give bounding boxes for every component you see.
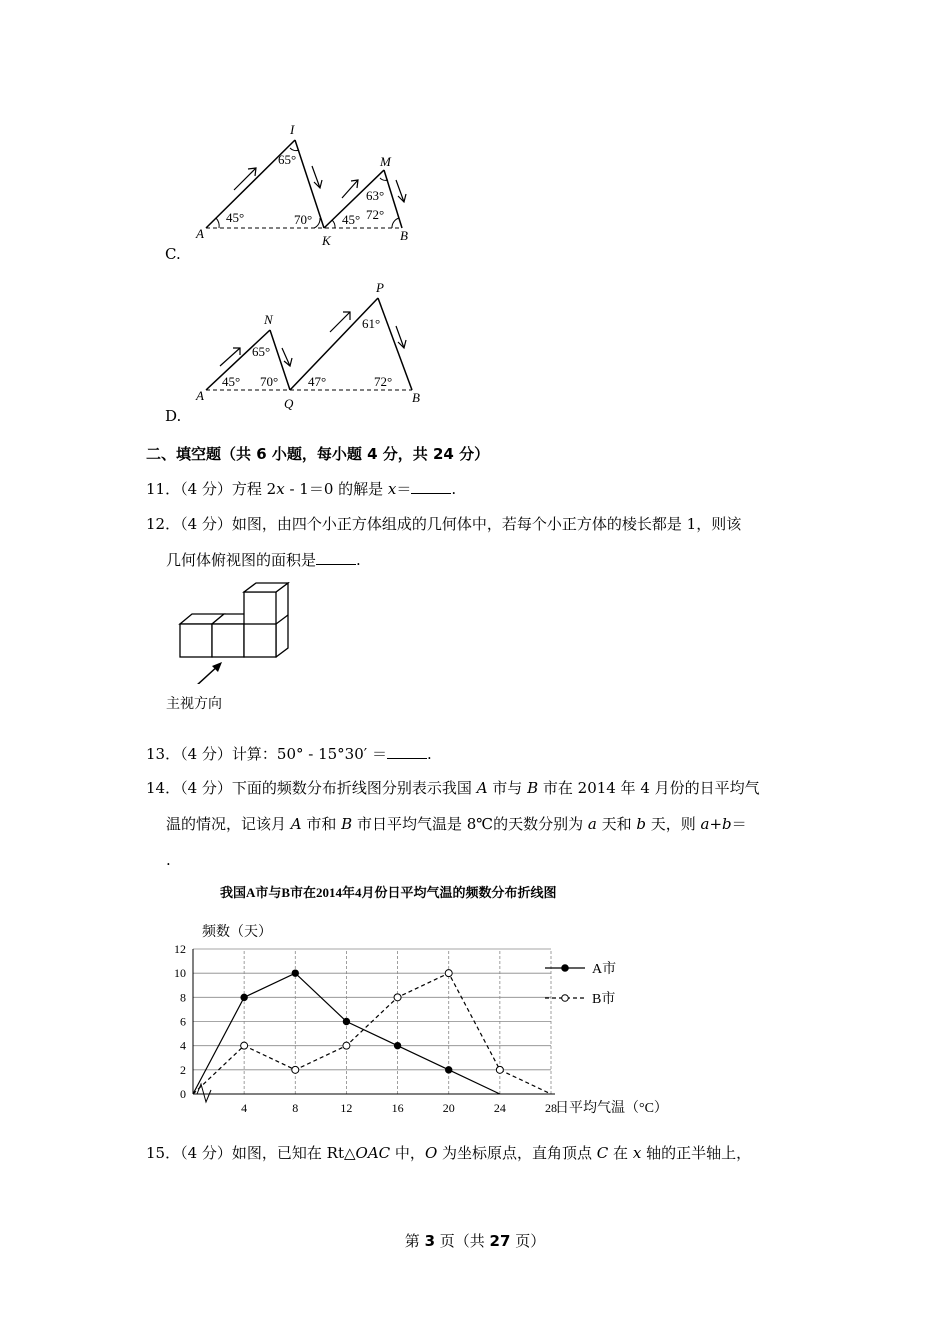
angle-label: 65° — [278, 152, 297, 167]
angle-label: 45° — [222, 374, 241, 389]
page-footer: 第 3 页（共 27 页） — [404, 1232, 546, 1250]
data-point — [241, 994, 247, 1000]
question-14-line-3: . — [166, 851, 171, 869]
y-tick-label: 8 — [180, 990, 186, 1005]
legend-label: B市 — [592, 992, 616, 1007]
vertex-label-b: B — [412, 390, 420, 405]
angle-label: 72° — [366, 207, 385, 222]
question-14-line-1: 14．（4 分）下面的频数分布折线图分别表示我国 A 市与 B 市在 2014 年 4 月份的日平均气 — [146, 779, 760, 797]
arrow-up-2 — [330, 312, 350, 332]
data-point — [496, 1066, 503, 1073]
data-point — [241, 1042, 248, 1049]
data-point — [394, 1042, 400, 1048]
question-12-line-1: 12．（4 分）如图，由四个小正方体组成的几何体中，若每个小正方体的棱长都是 1，则该 — [146, 515, 742, 533]
x-tick-label: 20 — [442, 1101, 455, 1115]
answer-blank — [387, 744, 427, 759]
vertex-label-n: N — [264, 312, 273, 327]
question-score: （4 分） — [180, 1144, 232, 1162]
cube-figure — [166, 582, 306, 684]
data-point — [394, 994, 401, 1001]
vertex-label-i: I — [290, 122, 295, 137]
angle-label: 45° — [226, 210, 245, 225]
legend-marker — [562, 965, 569, 972]
angle-label: 70° — [294, 212, 313, 227]
data-point — [343, 1018, 349, 1024]
figure-c — [190, 118, 430, 250]
question-15: 15．（4 分）如图，已知在 Rt△OAC 中，O 为坐标原点，直角顶点 C 在 x 轴的正半轴上， — [146, 1144, 752, 1162]
option-d-label: D. — [165, 407, 182, 425]
option-c-label: C. — [165, 245, 181, 263]
x-tick-label: 8 — [292, 1101, 299, 1115]
question-number: 13． — [146, 745, 181, 763]
question-number: 11． — [146, 480, 181, 498]
figure-d — [190, 280, 430, 410]
question-13: 13．（4 分）计算：50° - 15°30′ ＝ . — [146, 745, 432, 763]
answer-blank — [316, 550, 356, 565]
y-tick-label: 12 — [174, 942, 186, 956]
current-page: 3 — [424, 1232, 435, 1250]
angle-label: 63° — [366, 188, 385, 203]
y-tick-label: 0 — [180, 1087, 186, 1101]
question-number: 12． — [146, 515, 181, 533]
arrow-up-2 — [342, 180, 358, 198]
vertex-label-m: M — [380, 154, 391, 169]
y-axis-label: 频数（天） — [202, 925, 272, 940]
chart-title: 我国A市与B市在2014年4月份日平均气温的频数分布折线图 — [220, 885, 557, 900]
vertex-label-p: P — [376, 280, 384, 295]
data-point — [292, 1066, 299, 1073]
data-point — [446, 1067, 452, 1073]
vertex-label-b: B — [400, 228, 408, 243]
arrow-up-1 — [234, 168, 256, 190]
arrow-up-1 — [220, 348, 240, 366]
legend-marker — [562, 995, 569, 1002]
angle-label: 61° — [362, 316, 381, 331]
segment-qp — [290, 298, 381, 390]
frequency-line-chart — [160, 876, 680, 1121]
total-pages: 27 — [489, 1232, 511, 1250]
angle-label: 72° — [374, 374, 393, 389]
axis-break — [197, 1084, 211, 1102]
angle-arc-a — [216, 218, 219, 228]
question-11: 11．（4 分）方程 2x - 1＝0 的解是 x＝ . — [146, 480, 457, 498]
y-tick-label: 2 — [180, 1062, 186, 1077]
angle-label: 70° — [260, 374, 279, 389]
vertex-label-a: A — [196, 388, 204, 403]
vertex-label-q: Q — [284, 396, 294, 410]
answer-blank — [411, 479, 451, 494]
question-score: （4 分） — [180, 745, 232, 763]
data-point — [445, 970, 452, 977]
angle-label: 47° — [308, 374, 327, 389]
question-12-line-2: 几何体俯视图的面积是 . — [166, 551, 361, 569]
segment-mb — [384, 170, 402, 228]
x-tick-label: 24 — [493, 1101, 506, 1115]
question-score: （4 分） — [180, 480, 232, 498]
x-tick-label: 16 — [391, 1101, 404, 1115]
y-tick-label: 10 — [174, 966, 186, 981]
question-number: 14． — [146, 779, 181, 797]
data-point — [343, 1042, 350, 1049]
data-point — [292, 970, 298, 976]
vertex-label-k: K — [322, 233, 331, 248]
question-score: （4 分） — [180, 515, 232, 533]
angle-label: 45° — [342, 212, 361, 227]
question-score: （4 分） — [180, 779, 232, 797]
x-tick-label: 12 — [340, 1101, 353, 1115]
legend-label: A市 — [592, 962, 617, 977]
section-title: 二、填空题（共 6 小题，每小题 4 分，共 24 分） — [146, 445, 490, 463]
y-tick-label: 6 — [180, 1014, 186, 1029]
question-number: 15． — [146, 1144, 181, 1162]
vertex-label-a: A — [196, 226, 204, 241]
cube-caption: 主视方向 — [166, 696, 222, 712]
y-tick-label: 4 — [180, 1038, 186, 1053]
question-14-line-2: 温的情况，记该月 A 市和 B 市日平均气温是 8℃的天数分别为 a 天和 b 天，则 a+b＝ — [166, 815, 747, 833]
angle-label: 65° — [252, 344, 271, 359]
x-tick-label: 4 — [241, 1101, 248, 1115]
x-tick-label: 28 — [545, 1101, 557, 1115]
x-axis-label: 日平均气温（°C） — [555, 1101, 668, 1116]
